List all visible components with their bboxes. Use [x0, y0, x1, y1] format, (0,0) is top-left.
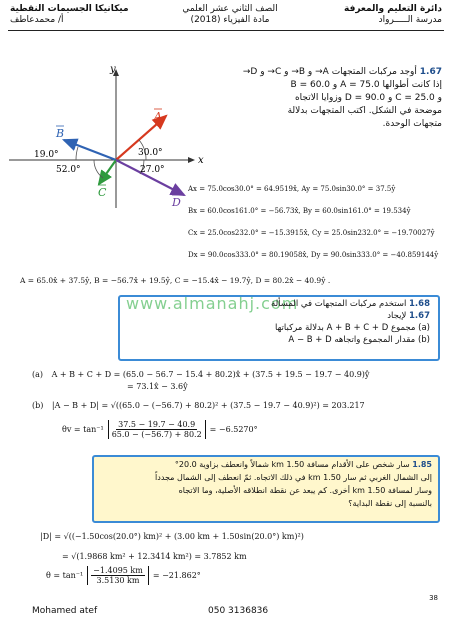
- angle-a-label: 30.0°: [138, 148, 163, 158]
- vector-figure: [4, 60, 214, 210]
- solution-b-label: (b): [32, 401, 44, 410]
- solution-185-fraction: [87, 566, 149, 585]
- problem-1-67-line5: متجهات الوحدة.: [382, 119, 442, 129]
- solution-b-numerator: 37.5 − 19.7 − 40.9: [118, 420, 196, 429]
- problem-1-68-line2: لإيجاد: [387, 311, 407, 321]
- header-right: [312, 4, 442, 26]
- arc-c: [94, 160, 103, 178]
- x-axis-label: x: [198, 155, 204, 166]
- solution-a-line2: = 73.1x̂ − 3.6ŷ: [127, 382, 188, 391]
- header-left-line1: ميكانيكا الجسيمات النقطية: [10, 4, 129, 14]
- solution-b: [32, 401, 442, 410]
- header-right-line1: دائرة التعليم والمعرفة: [343, 4, 442, 14]
- angle-c-label: 52.0°: [56, 165, 81, 175]
- problem-1-85-line3: وسار لمسافة 1.50 km أخرى. كم يبعد عن نقطة انطلاقه الأصلية، وما الاتجاه: [178, 486, 432, 495]
- solution-b-result: = −6.5270°: [209, 425, 258, 434]
- solution-185-line2: = √(1.9868 km² + 12.3414 km²) = 3.7852 km: [62, 552, 247, 561]
- header-center-line1: الصف الثاني عشر العلمي: [182, 4, 278, 14]
- problem-1-68-ref: 1.67: [409, 311, 430, 321]
- solution-b-theta-row: [62, 420, 258, 439]
- solution-185-theta: θ = tan⁻¹: [46, 571, 84, 580]
- problem-1-85-line2: إلى الشمال الغربي ثم سار 1.50 km في ذلك الاتجاه. ثمّ انعطف إلى الشمال مجدداً: [155, 473, 432, 482]
- problem-1-68-number: 1.68: [409, 299, 430, 309]
- problem-1-67-line3: و C = 25.0 و D = 90.0 وزوايا الاتجاه: [294, 93, 442, 103]
- problem-1-68: [124, 298, 430, 346]
- vector-a-label: A: [154, 110, 162, 123]
- problem-1-67-number: 1.67: [419, 67, 442, 77]
- y-axis-label: y: [110, 64, 116, 75]
- angle-d-label: 27.0°: [140, 165, 165, 175]
- solution-185-line1: |D| = √((−1.50cos(20.0°) km)² + (3.00 km + 1.50sin(20.0°) km)²): [40, 532, 304, 541]
- solution-185-theta-row: [46, 566, 201, 585]
- footer-name: Mohamed atef: [32, 606, 98, 616]
- problem-1-67: [216, 66, 442, 131]
- solution-a-line1: A + B + C + D = (65.0 − 56.7 − 15.4 + 80.2)x̂ + (37.5 + 19.5 − 19.7 − 40.9)ŷ: [51, 370, 370, 379]
- solution-a-label: (a): [32, 370, 44, 379]
- angle-b-label: 19.0°: [34, 150, 59, 160]
- solution-b-denominator: 65.0 − (−56.7) + 80.2: [111, 430, 202, 439]
- problem-1-67-line4: موضحة في الشكل. اكتب المتجهات بدلالة: [287, 106, 442, 116]
- header-left: [10, 4, 140, 26]
- vectors-summary: A = 65.0x̂ + 37.5ŷ, B = −56.7x̂ + 19.5ŷ, C = −15.4x̂ − 19.7ŷ, D = 80.2x̂ − 40.9ŷ .: [20, 276, 331, 285]
- problem-1-85: [98, 458, 432, 510]
- vector-b: [64, 140, 116, 160]
- problem-1-67-line2: إذا كانت أطوالها A = 75.0 و B = 60.0: [290, 80, 442, 90]
- problem-1-68-line1: استخدم مركبات المتجهات في المسألة: [271, 299, 407, 309]
- page-number: 38: [429, 594, 438, 602]
- components-block: [188, 178, 446, 266]
- vector-c: [99, 160, 116, 184]
- header-center-line2: مادة الفيزياء (2018): [190, 15, 270, 25]
- arc-b: [76, 147, 78, 160]
- component-d: Dx = 90.0cos333.0° = 80.19058x̂, Dy = 90.0sin333.0° = −40.859144ŷ: [188, 251, 439, 259]
- problem-1-85-line1: سار شخص على الأقدام مسافة 1.50 km شمالاً وانعطف بزاوية 20.0°: [174, 460, 410, 469]
- header-right-line2: مدرسة الـــــرواد: [378, 15, 442, 25]
- solution-185-denominator: 3.5130 km: [96, 576, 140, 585]
- watermark: www.almanahj.com: [126, 294, 299, 313]
- header-left-line2: أ/ محمدعاطف: [10, 15, 64, 25]
- component-a: Ax = 75.0cos30.0° = 64.9519x̂, Ay = 75.0sin30.0° = 37.5ŷ: [188, 185, 396, 193]
- solution-a: [32, 370, 442, 391]
- problem-1-68-line3: (a) مجموع A + B + C + D بدلالة مركباتها: [275, 323, 430, 333]
- solution-b-line1: |A − B + D| = √((65.0 − (−56.7) + 80.2)² + (37.5 − 19.7 − 40.9)²) = 203.217: [51, 401, 365, 410]
- footer-phone: 050 3136836: [208, 606, 269, 616]
- problem-1-85-line4: بالنسبة إلى نقطة البداية؟: [348, 499, 432, 508]
- solution-185-result: = −21.862°: [152, 571, 201, 580]
- solution-b-theta: θv = tan⁻¹: [62, 425, 104, 434]
- problem-1-85-number: 1.85: [412, 460, 432, 469]
- header-divider: [8, 30, 444, 31]
- vector-b-label: B: [56, 127, 65, 140]
- solution-b-fraction: [108, 420, 206, 439]
- component-c: Cx = 25.0cos232.0° = −15.3915x̂, Cy = 25.0sin232.0° = −19.70027ŷ: [188, 229, 435, 237]
- problem-1-67-line1: أوجد مركبات المتجهات A→ و B→ و C→ و D→: [242, 67, 417, 77]
- component-b: Bx = 60.0cos161.0° = −56.73x̂, By = 60.0sin161.0° = 19.534ŷ: [188, 207, 411, 215]
- solution-185-numerator: −1.4095 km: [93, 566, 143, 575]
- header-center: [160, 4, 300, 26]
- vector-c-label: C: [98, 186, 107, 199]
- problem-1-68-line4: (b) مقدار المجموع واتجاهه A − B + D: [288, 335, 430, 345]
- vector-d-label: D: [172, 196, 181, 209]
